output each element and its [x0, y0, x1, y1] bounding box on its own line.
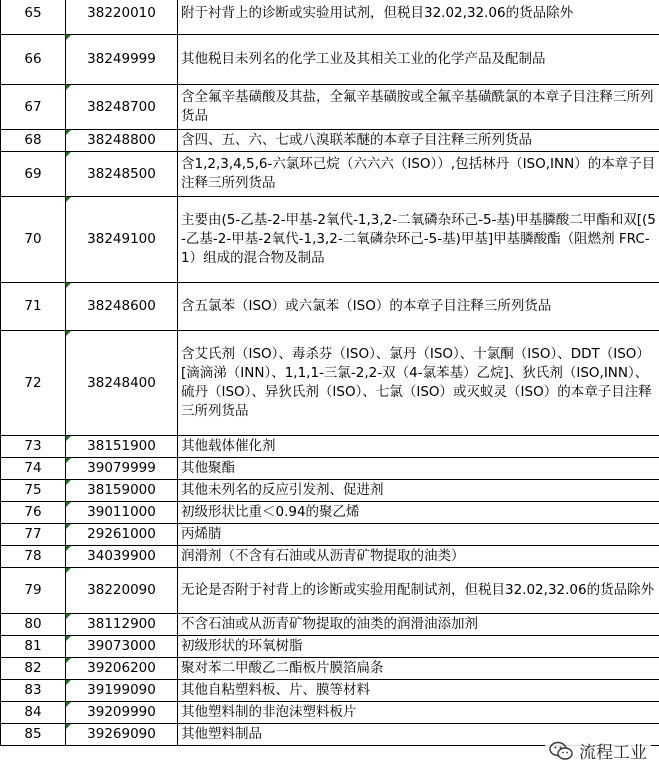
hs-code-cell: 38248600 — [66, 283, 178, 331]
row-number-cell: 72 — [1, 331, 66, 436]
description-cell: 附于衬背上的诊断或实验用试剂，但税目32.02,32.06的货品除外 — [178, 0, 659, 35]
hs-code-cell: 38151900 — [66, 436, 178, 458]
description-cell: 含全氟辛基磺酸及其盐，全氟辛基磺胺或全氟辛基磺酰氯的本章子目注释三所列货品 — [178, 85, 659, 130]
row-number-cell: 83 — [1, 680, 66, 702]
description-cell: 含五氯苯（ISO）或六氯苯（ISO）的本章子目注释三所列货品 — [178, 283, 659, 331]
hs-code-cell: 39073000 — [66, 636, 178, 658]
table-row — [1, 35, 659, 85]
hs-code-cell: 39269090 — [66, 724, 178, 746]
row-number-cell: 75 — [1, 480, 66, 502]
table-row — [1, 458, 659, 480]
table-row — [1, 331, 659, 436]
table-row — [1, 568, 659, 614]
description-cell: 含四、五、六、七或八溴联苯醚的本章子目注释三所列货品 — [178, 130, 659, 152]
row-number-cell: 74 — [1, 458, 66, 480]
description-cell: 其他载体催化剂 — [178, 436, 659, 458]
description-cell: 其他聚酯 — [178, 458, 659, 480]
hs-code-cell: 39079999 — [66, 458, 178, 480]
hs-code-cell: 38220090 — [66, 568, 178, 614]
hs-code-cell: 38248400 — [66, 331, 178, 436]
description-cell: 其他税目未列名的化学工业及其相关工业的化学产品及配制品 — [178, 35, 659, 85]
row-number-cell: 73 — [1, 436, 66, 458]
row-number-cell: 65 — [1, 0, 66, 35]
description-cell: 初级形状比重＜0.94的聚乙烯 — [178, 502, 659, 524]
row-number-cell: 69 — [1, 152, 66, 197]
table-row — [1, 480, 659, 502]
watermark — [545, 736, 651, 765]
row-number-cell: 78 — [1, 546, 66, 568]
description-cell: 其他塑料制品 — [178, 724, 659, 746]
watermark-text: 流程工业 — [579, 743, 647, 763]
row-number-cell: 80 — [1, 614, 66, 636]
hs-code-cell: 34039900 — [66, 546, 178, 568]
description-cell: 丙烯腈 — [178, 524, 659, 546]
description-cell: 主要由(5-乙基-2-甲基-2氧代-1,3,2-二氧磷杂环己-5-基)甲基膦酸二甲酯和双[(5-乙基-2-甲基-2氧代-1,3,2-二氧磷杂环己-5-基)甲基]甲基膦酸酯（阻燃剂 FRC-1）组成的混合物及制品 — [178, 197, 659, 283]
row-number-cell: 71 — [1, 283, 66, 331]
description-cell: 不含石油或从沥青矿物提取的油类的润滑油添加剂 — [178, 614, 659, 636]
row-number-cell: 67 — [1, 85, 66, 130]
row-number-cell: 79 — [1, 568, 66, 614]
table-row — [1, 152, 659, 197]
description-cell: 聚对苯二甲酸乙二酯板片膜箔扁条 — [178, 658, 659, 680]
hs-code-cell: 38249999 — [66, 35, 178, 85]
table-body — [1, 0, 659, 746]
row-number-cell: 76 — [1, 502, 66, 524]
table-row — [1, 283, 659, 331]
row-number-cell: 82 — [1, 658, 66, 680]
hs-code-cell: 39199090 — [66, 680, 178, 702]
description-cell: 其他未列名的反应引发剂、促进剂 — [178, 480, 659, 502]
description-cell: 无论是否附于衬背上的诊断或实验用配制试剂，但税目32.02,32.06的货品除外 — [178, 568, 659, 614]
hs-code-cell: 29261000 — [66, 524, 178, 546]
description-cell: 润滑剂（不含有石油或从沥青矿物提取的油类） — [178, 546, 659, 568]
row-number-cell: 66 — [1, 35, 66, 85]
hs-code-cell: 38248500 — [66, 152, 178, 197]
hs-code-cell: 38248800 — [66, 130, 178, 152]
hs-code-cell: 38159000 — [66, 480, 178, 502]
hs-code-cell: 38220010 — [66, 0, 178, 35]
description-cell: 其他塑料制的非泡沫塑料板片 — [178, 702, 659, 724]
table-row — [1, 680, 659, 702]
hs-code-cell: 38248700 — [66, 85, 178, 130]
row-number-cell: 70 — [1, 197, 66, 283]
table-row — [1, 0, 659, 35]
table-row — [1, 546, 659, 568]
row-number-cell: 81 — [1, 636, 66, 658]
row-number-cell: 85 — [1, 724, 66, 746]
table-row — [1, 436, 659, 458]
table-row — [1, 130, 659, 152]
row-number-cell: 84 — [1, 702, 66, 724]
table-row — [1, 636, 659, 658]
hs-code-cell: 39011000 — [66, 502, 178, 524]
table-row — [1, 614, 659, 636]
table-row — [1, 197, 659, 283]
description-cell: 含1,2,3,4,5,6-六氯环己烷（六六六（ISO））,包括林丹（ISO,INN）的本章子目注释三所列货品 — [178, 152, 659, 197]
table-row — [1, 502, 659, 524]
hs-code-cell: 38249100 — [66, 197, 178, 283]
table-row — [1, 524, 659, 546]
wechat-icon — [549, 741, 573, 761]
hs-code-cell: 38112900 — [66, 614, 178, 636]
description-cell: 初级形状的环氧树脂 — [178, 636, 659, 658]
hs-code-cell: 39209990 — [66, 702, 178, 724]
table-row — [1, 85, 659, 130]
table-row — [1, 702, 659, 724]
description-cell: 其他自粘塑料板、片、膜等材料 — [178, 680, 659, 702]
table-row — [1, 658, 659, 680]
row-number-cell: 68 — [1, 130, 66, 152]
description-cell: 含艾氏剂（ISO）、毒杀芬（ISO）、氯丹（ISO）、十氯酮（ISO）、DDT（ISO）[滴滴涕（INN）、1,1,1-三氯-2,2-双（4-氯苯基）乙烷]、狄氏剂（ISO,INN）、硫丹（ISO）、异狄氏剂（ISO）、七氯（ISO）或灭蚁灵（ISO）的本章子目注释三所列货品 — [178, 331, 659, 436]
row-number-cell: 77 — [1, 524, 66, 546]
hs-code-cell: 39206200 — [66, 658, 178, 680]
